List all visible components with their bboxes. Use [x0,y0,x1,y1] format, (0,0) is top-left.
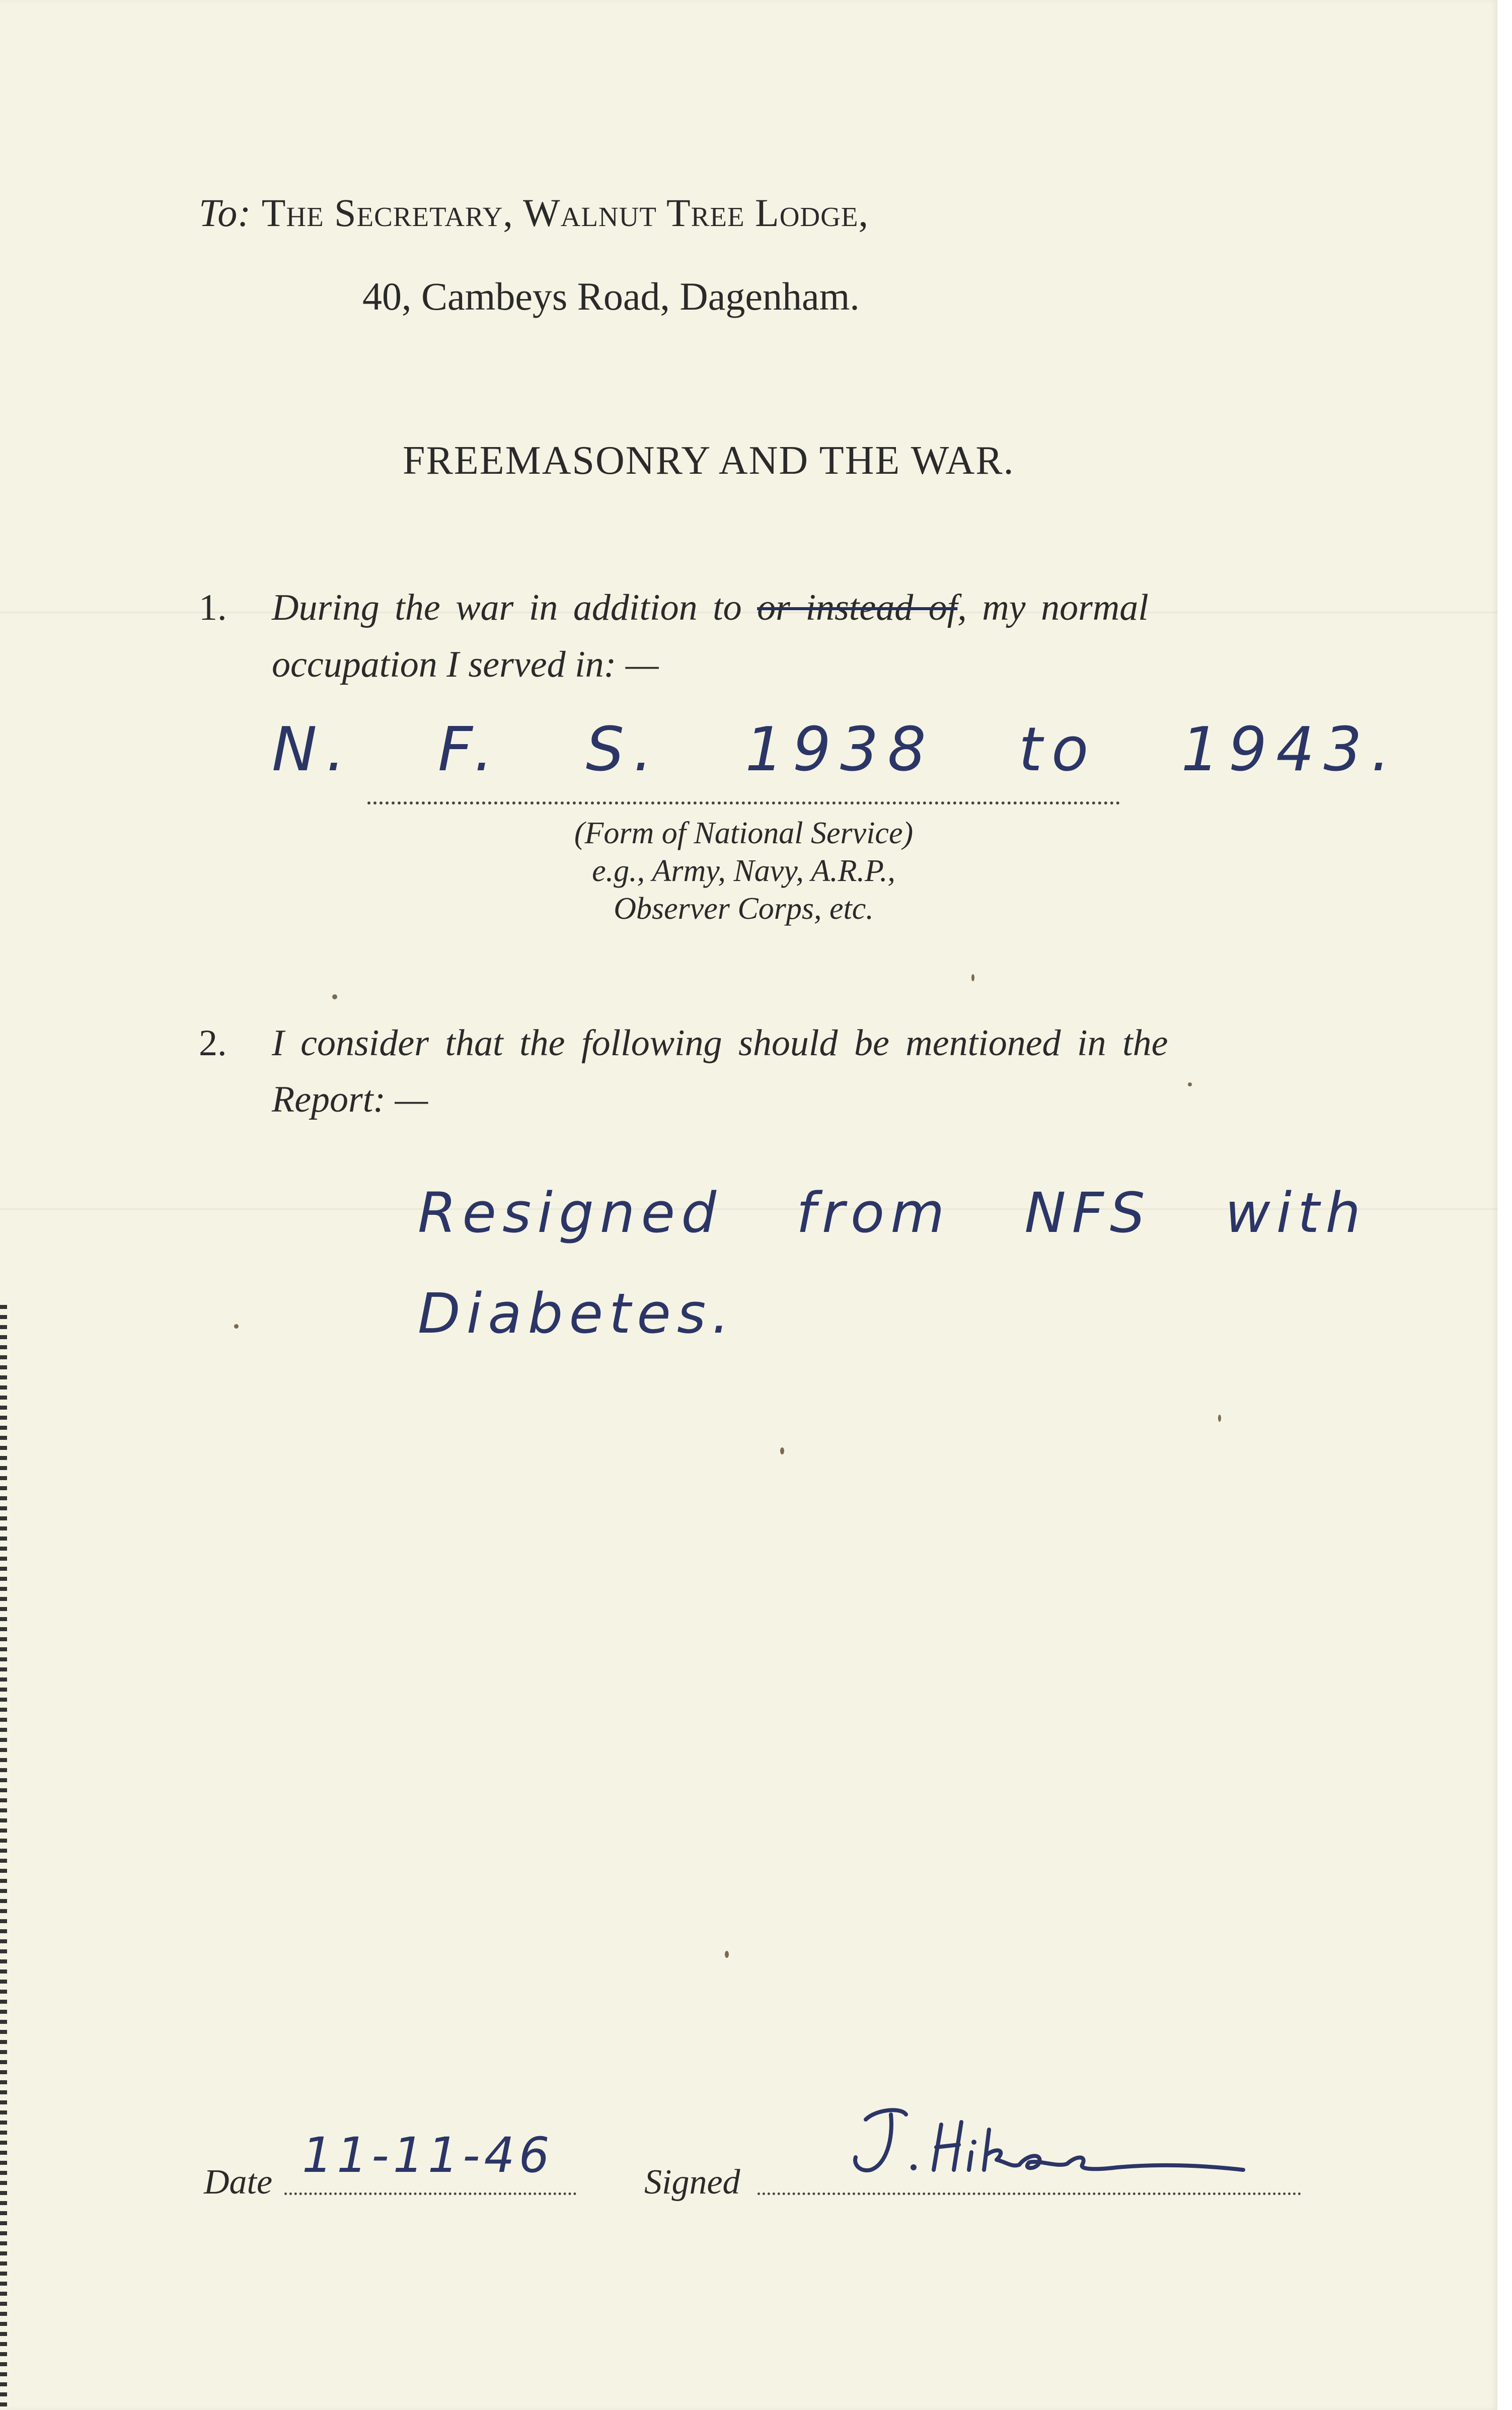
signed-label: Signed [644,2163,740,2202]
question1-text-start: During the war in addition to [272,587,758,628]
report-note-handwriting-line1: Resigned from NFS with [418,1181,1367,1245]
paper-speck [1188,1082,1192,1086]
paper-speck [780,1447,784,1454]
question1-number: 1. [199,587,227,628]
paper-speck [1218,1415,1221,1422]
question1-text-end: , my normal [957,587,1149,628]
service-caption-line3: Observer Corps, etc. [614,892,874,926]
form-heading: FREEMASONRY AND THE WAR. [403,439,1015,483]
recipient-line [199,190,869,236]
question1-struck-text: or instead of [757,587,958,628]
paper-speck [234,1324,239,1329]
service-answer-dotted-line [367,801,1120,805]
service-caption-line1: (Form of National Service) [574,816,914,850]
question2-line1: I consider that the following should be mentioned in the [272,1023,1168,1064]
recipient-name: The Secretary, Walnut Tree Lodge, [261,191,869,235]
recipient-address: 40, Cambeys Road, Dagenham. [362,274,860,318]
question1-line1 [272,587,1149,629]
paper-speck [971,974,974,981]
to-label: To: [199,191,252,235]
paper-speck [725,1951,729,1958]
report-note-handwriting-line2: Diabetes. [418,1281,736,1346]
paper-speck [332,994,337,999]
question2-line2: Report: — [272,1079,428,1120]
question1-line2: occupation I served in: — [272,644,659,685]
signature-image [846,2099,1258,2195]
date-dotted-line [284,2193,576,2195]
scan-margin [1497,0,1512,2410]
date-label: Date [204,2163,273,2202]
service-answer-handwriting: N. F. S. 1938 to 1943. [272,715,1400,785]
question2-number: 2. [199,1023,227,1064]
service-caption-line2: e.g., Army, Navy, A.R.P., [592,854,895,888]
perforated-edge [0,1299,7,2410]
date-value-handwriting: 11-11-46 [302,2127,554,2183]
